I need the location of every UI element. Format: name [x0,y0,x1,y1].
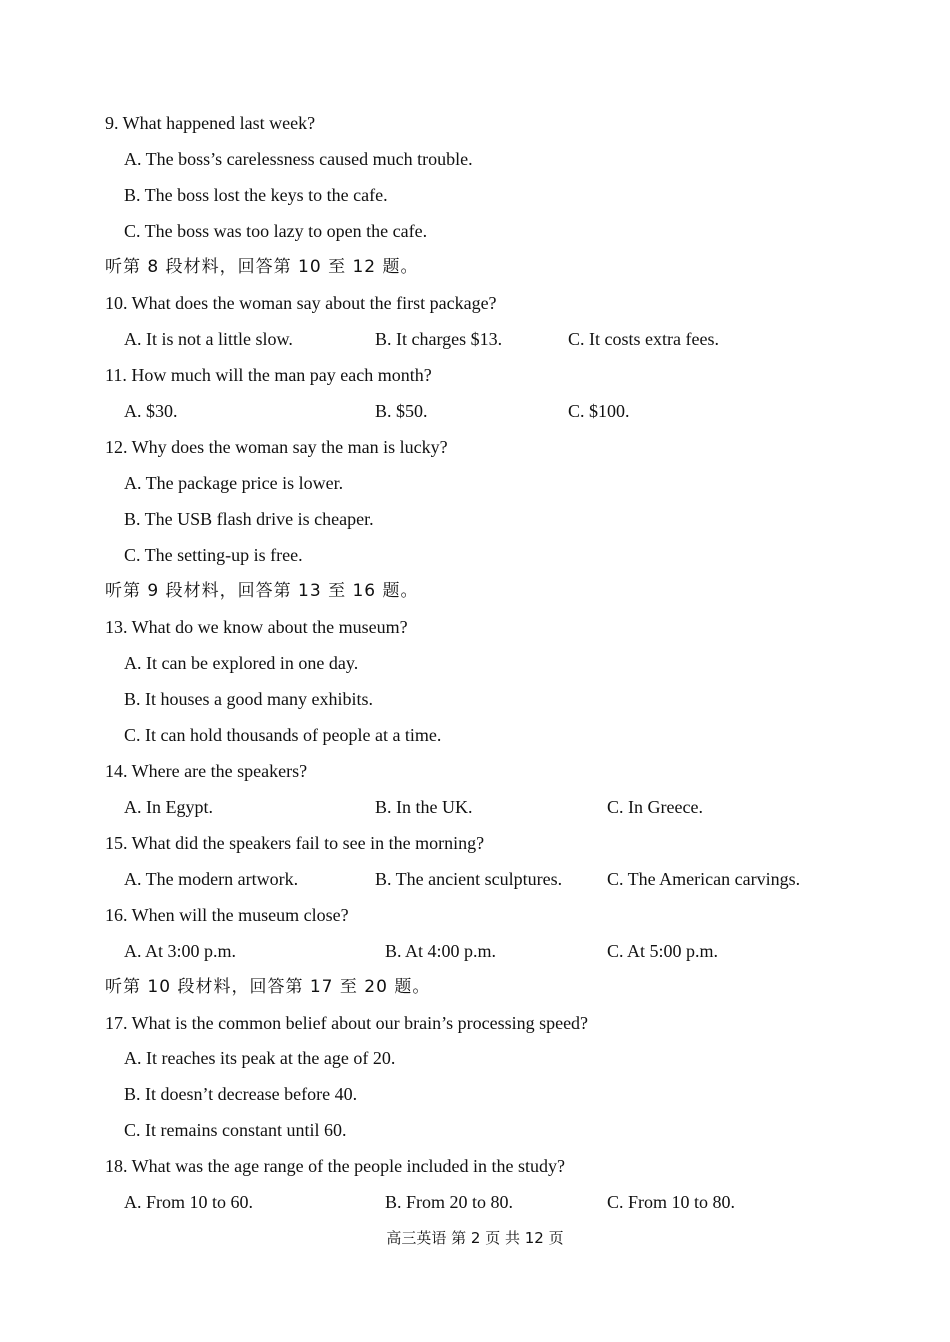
question-13: 13. What do we know about the museum? [105,617,408,637]
q10-option-b: B. It charges $13. [375,329,503,349]
question-15: 15. What did the speakers fail to see in the morning? [105,833,485,853]
q13-option-a: A. It can be explored in one day. [124,653,359,673]
q13-option-b: B. It houses a good many exhibits. [124,689,373,709]
question-9: 9. What happened last week? [105,113,316,133]
q16-option-b: B. At 4:00 p.m. [385,941,497,961]
q11-option-a: A. $30. [124,401,178,421]
question-12: 12. Why does the woman say the man is lucky? [105,437,448,457]
q9-option-a: A. The boss’s carelessness caused much trouble. [124,149,473,169]
question-17: 17. What is the common belief about our brain’s processing speed? [105,1013,589,1033]
q17-option-a: A. It reaches its peak at the age of 20. [124,1048,396,1068]
question-16: 16. When will the museum close? [105,905,349,925]
q18-option-b: B. From 20 to 80. [385,1192,514,1212]
q12-option-c: C. The setting-up is free. [124,545,303,565]
q10-option-c: C. It costs extra fees. [568,329,719,349]
question-14: 14. Where are the speakers? [105,761,308,781]
q13-option-c: C. It can hold thousands of people at a time. [124,725,442,745]
question-18: 18. What was the age range of the people included in the study? [105,1156,566,1176]
q17-option-b: B. It doesn’t decrease before 40. [124,1084,358,1104]
q18-option-a: A. From 10 to 60. [124,1192,254,1212]
q15-option-c: C. The American carvings. [607,869,801,889]
q14-option-b: B. In the UK. [375,797,473,817]
q11-option-c: C. $100. [568,401,630,421]
q9-option-c: C. The boss was too lazy to open the cafe. [124,221,428,241]
q15-option-a: A. The modern artwork. [124,869,299,889]
q16-option-c: C. At 5:00 p.m. [607,941,719,961]
section-9-heading: 听第 9 段材料，回答第 13 至 16 题。 [105,581,419,601]
q16-option-a: A. At 3:00 p.m. [124,941,237,961]
q10-option-a: A. It is not a little slow. [124,329,293,349]
q12-option-b: B. The USB flash drive is cheaper. [124,509,374,529]
section-8-heading: 听第 8 段材料，回答第 10 至 12 题。 [105,257,419,277]
q17-option-c: C. It remains constant until 60. [124,1120,347,1140]
section-10-heading: 听第 10 段材料，回答第 17 至 20 题。 [105,977,431,997]
q15-option-b: B. The ancient sculptures. [375,869,563,889]
q12-option-a: A. The package price is lower. [124,473,344,493]
page-footer: 高三英语 第 2 页 共 12 页 [386,1229,564,1247]
q11-option-b: B. $50. [375,401,428,421]
q14-option-a: A. In Egypt. [124,797,213,817]
q9-option-b: B. The boss lost the keys to the cafe. [124,185,388,205]
question-10: 10. What does the woman say about the first package? [105,293,497,313]
q18-option-c: C. From 10 to 80. [607,1192,736,1212]
q14-option-c: C. In Greece. [607,797,703,817]
question-11: 11. How much will the man pay each month? [105,365,432,385]
